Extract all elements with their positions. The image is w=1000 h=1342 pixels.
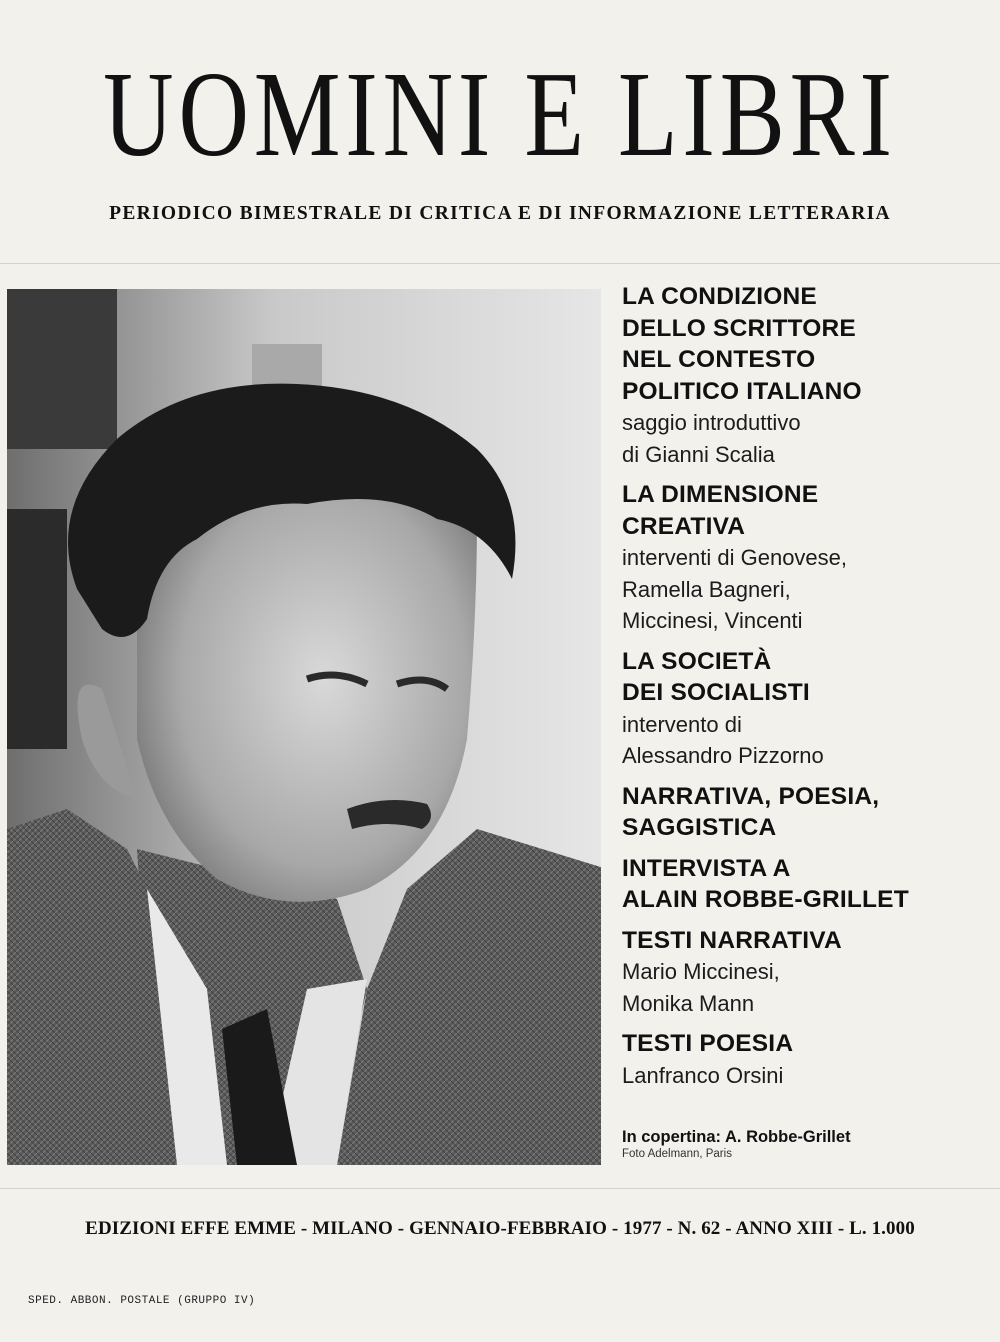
cover-credit (622, 1127, 851, 1162)
entry-title: NARRATIVA, POESIA, SAGGISTICA (622, 782, 880, 841)
magazine-title: UOMINI E LIBRI (103, 47, 897, 182)
publisher-line: EDIZIONI EFFE EMME - MILANO - GENNAIO-FEBBRAIO - 1977 - N. 62 - ANNO XIII - L. 1.000 (85, 1218, 915, 1239)
table-of-contents (622, 281, 994, 1100)
contents-entry (622, 281, 994, 470)
entry-detail: Lanfranco Orsini (622, 1062, 784, 1088)
entry-title: TESTI POESIA (622, 1030, 794, 1057)
portrait-photo-icon (7, 289, 601, 1165)
magazine-subtitle: PERIODICO BIMESTRALE DI CRITICA E DI INFORMAZIONE LETTERARIA (109, 203, 891, 224)
postal-notice: SPED. ABBON. POSTALE (GRUPPO IV) (28, 1295, 256, 1307)
contents-entry (622, 646, 994, 772)
contents-entry (622, 479, 994, 637)
entry-title: LA SOCIETÀ DEI SOCIALISTI (622, 647, 810, 706)
cover-photo (7, 289, 601, 1165)
entry-title: LA DIMENSIONE CREATIVA (622, 481, 819, 540)
contents-entry (622, 853, 994, 916)
entry-detail: intervento di Alessandro Pizzorno (622, 711, 824, 768)
contents-entry (622, 781, 994, 844)
bottom-divider (0, 1188, 1000, 1189)
entry-title: LA CONDIZIONE DELLO SCRITTORE NEL CONTESTO POLITICO ITALIANO (622, 283, 862, 405)
entry-detail: saggio introduttivo di Gianni Scalia (622, 410, 801, 467)
cover-caption: In copertina: A. Robbe-Grillet (622, 1128, 851, 1146)
contents-entry (622, 1028, 994, 1091)
contents-entry (622, 925, 994, 1020)
entry-detail: Mario Miccinesi, Monika Mann (622, 959, 780, 1016)
photo-credit: Foto Adelmann, Paris (622, 1148, 732, 1160)
entry-title: TESTI NARRATIVA (622, 926, 842, 954)
top-divider (0, 263, 1000, 264)
entry-title: INTERVISTA A ALAIN ROBBE-GRILLET (622, 854, 909, 913)
entry-detail: interventi di Genovese, Ramella Bagneri, Miccinesi, Vincenti (622, 545, 848, 633)
